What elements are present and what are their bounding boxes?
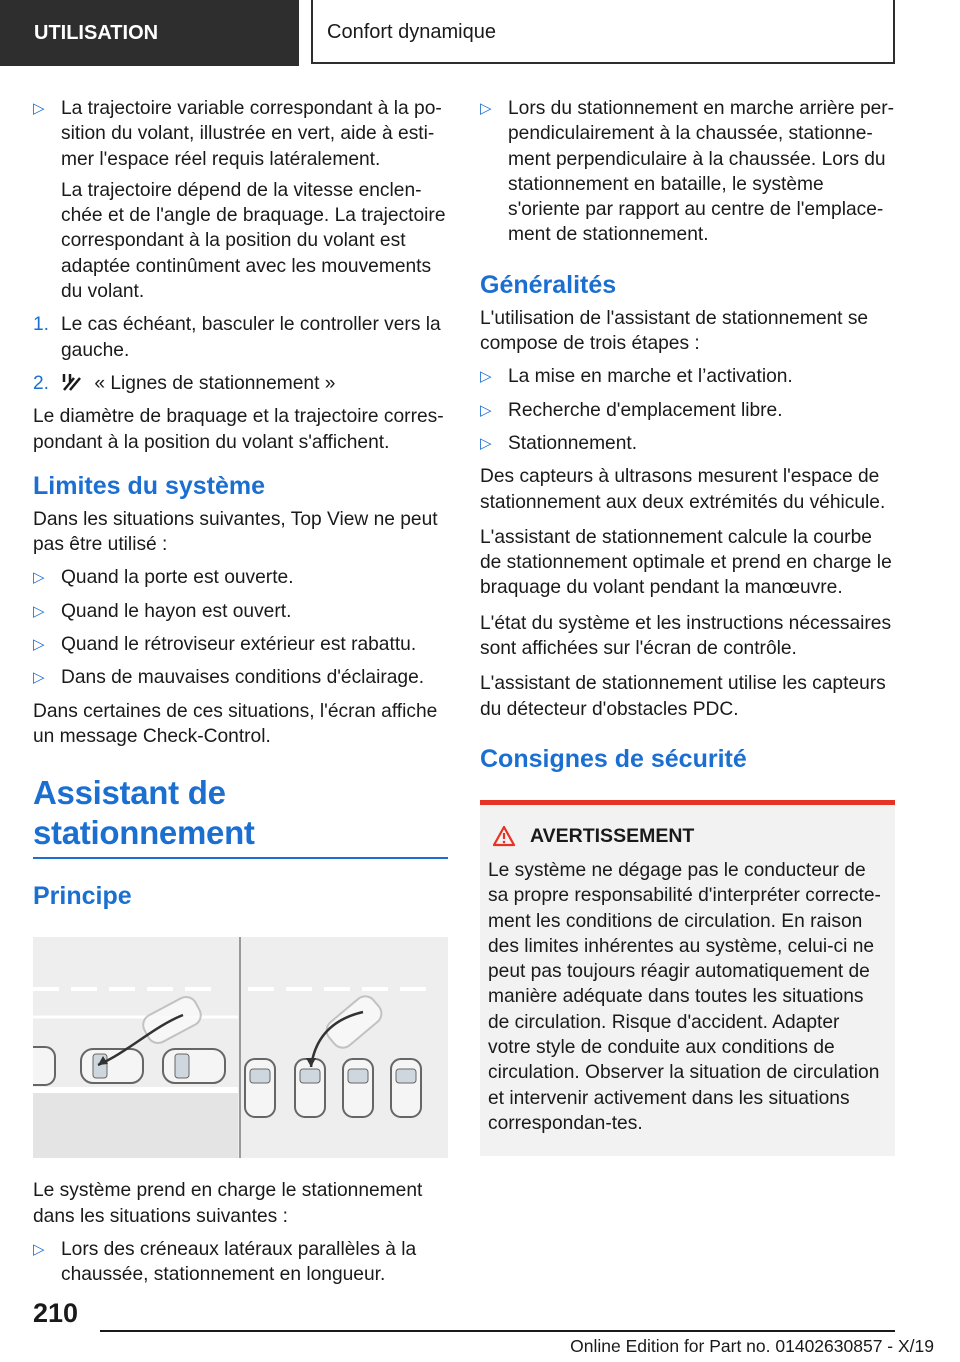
paragraph: L'assistant de stationnement utilise les capteurs du détecteur d'obstacles PDC. [480, 673, 886, 720]
paragraph: L'état du système et les instructions nécessaires sont affichées sur l'écran de contrôle. [480, 612, 892, 660]
section-heading-principe: Principe [33, 882, 132, 911]
list-item: ▷ La trajectoire variable correspondant à la po-sition du volant, illustrée en vert, aide à esti-mer l'espace réel requis latéralement. La trajectoire dépend de la vitesse enclen-chée et de l'angle de braquage. La trajectoire correspondant à la position du volant est adaptée continûment avec les mouvements du volant. [33, 98, 446, 303]
list-item: ▷ Recherche d'emplacement libre. [480, 398, 895, 423]
section-heading-safety: Consignes de sécurité [480, 744, 747, 773]
section-heading-generalites: Généralités [480, 270, 617, 299]
parking-illustration [33, 937, 448, 1158]
list-item: ▷ Dans de mauvaises conditions d'éclairage. [33, 665, 448, 690]
list-item: ▷ La mise en marche et l’activation. [480, 364, 895, 389]
section-tab: UTILISATION [0, 0, 299, 66]
bullet-triangle-icon: ▷ [33, 669, 45, 687]
bullet-triangle-icon: ▷ [33, 569, 45, 587]
chapter-title: Confort dynamique [311, 0, 895, 64]
bullet-triangle-icon: ▷ [480, 434, 492, 452]
step-2: 2. « Lignes de stationnement » [33, 372, 336, 394]
bullet-triangle-icon: ▷ [33, 636, 45, 654]
paragraph: L'assistant de stationnement calcule la courbe de stationnement optimale et prend en charge le braquage du volant pendant la manœuvre. [480, 526, 892, 599]
bullet-triangle-icon: ▷ [480, 100, 492, 117]
paragraph: Le système prend en charge le stationnement dans les situations suivantes : [33, 1180, 423, 1227]
page-header [0, 0, 960, 66]
bullet-triangle-icon: ▷ [480, 401, 492, 419]
warning-title: AVERTISSEMENT [488, 825, 887, 848]
list-item: ▷ Lors des créneaux latéraux parallèles à la chaussée, stationnement en longueur. [33, 1238, 417, 1286]
bullet-triangle-icon: ▷ [33, 100, 45, 117]
list-item: ▷ Lors du stationnement en marche arrière per-pendiculairement à la chaussée, stationne-ment perpendiculaire à la chaussée. Lors du stationnement en bataille, le système s'oriente par rapport au centre de l'emplace-ment de stationnement. [480, 98, 895, 246]
chapter-heading: Assistant de stationnement [33, 773, 448, 859]
section-heading-limits: Limites du système [33, 471, 266, 500]
edition-note: Online Edition for Part no. 01402630857 - X/19 [570, 1336, 934, 1356]
warning-text: Le système ne dégage pas le conducteur de sa propre responsabilité d'interpréter correcte-ment les conditions de circulation. En raison des limites inhérentes au système, celui-ci ne peut pas toujours réagir automatiquement de manière adéquate dans toutes les situations de circulation. Risque d'accident. Adapter votre style de conduite aux conditions de circulation. Observer la situation de circulation et intervenir activement dans les situations correspondan-tes. [488, 859, 881, 1134]
paragraph: L'utilisation de l'assistant de stationnement se compose de trois étapes : [480, 307, 869, 355]
left-column [33, 96, 448, 1295]
parking-lines-icon [61, 372, 83, 392]
list-item: ▷ Quand le rétroviseur extérieur est rabattu. [33, 632, 448, 657]
bullet-triangle-icon: ▷ [33, 1240, 45, 1258]
paragraph: Dans certaines de ces situations, l'écran affiche un message Check-Control. [33, 700, 438, 747]
paragraph: Des capteurs à ultrasons mesurent l'espace de stationnement aux deux extrémités du véhicule. [480, 466, 886, 513]
bullet-triangle-icon: ▷ [33, 602, 45, 620]
page-number: 210 [33, 1298, 79, 1328]
list-item: ▷ Quand le hayon est ouvert. [33, 599, 448, 624]
warning-triangle-icon [492, 825, 516, 847]
paragraph: Le diamètre de braquage et la trajectoire corres-pondant à la position du volant s'affichent. [33, 406, 444, 453]
list-item: ▷ Quand la porte est ouverte. [33, 565, 448, 590]
bullet-triangle-icon: ▷ [480, 368, 492, 386]
footer-divider [100, 1330, 895, 1332]
list-item: ▷ Stationnement. [480, 431, 895, 456]
right-column [480, 96, 895, 1156]
warning-box [480, 800, 895, 1156]
step-1: 1. Le cas échéant, basculer le controller vers la gauche. [33, 314, 441, 361]
paragraph: Dans les situations suivantes, Top View ne peut pas être utilisé : [33, 508, 438, 556]
